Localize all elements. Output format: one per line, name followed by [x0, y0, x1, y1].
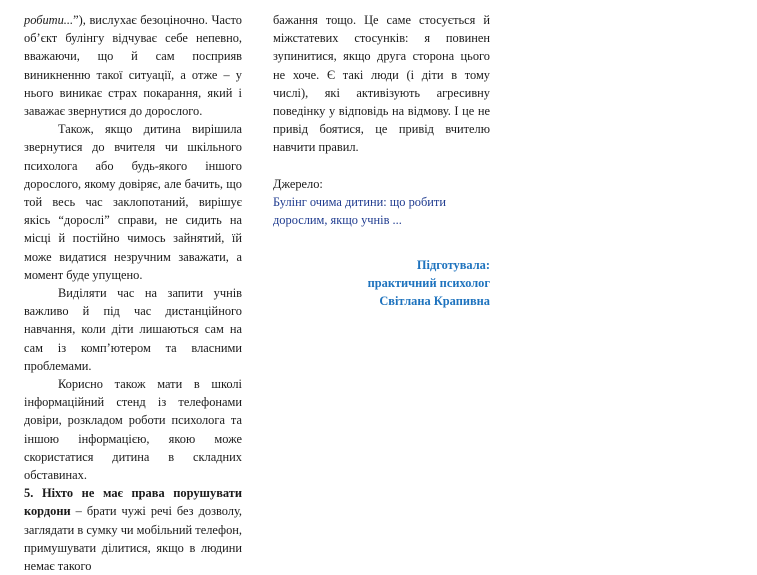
- paragraph-2: Також, якщо дитина вирішила звернутися до вчителя чи шкільного психолога або будь-якого іншого дорослого, якому довіряє, але бачить, що той весь час заклопотаний, вирішує якісь “дорослі” справи, не сидить на місці й постійно чимось зайнятий, їй може видатися незручним заважати, а момент буде упущено.: [24, 122, 242, 282]
- paragraph-continued: бажання тощо. Це саме стосується й міжстатевих стосунків: я повинен зупинитися, якщо друга сторона цього не хоче. Є такі люди (і діти в тому числі), які активізують агресивну поведінку у відповідь на відмову. І це не привід боятися, це привід вчителю навчити правил.: [273, 13, 490, 155]
- paragraph-1-italic: робити...: [24, 13, 74, 27]
- paragraph-3: Виділяти час на запити учнів важливо й під час дистанційного навчання, коли діти лишаються сам на сам із комп’ютером та власними проблемами.: [24, 286, 242, 373]
- paragraph-1-text: ”), вислухає безоціночно. Часто об’єкт булінгу відчуває себе непевно, вважаючи, що й сам посприяв виникненню такої ситуації, а отже – у нього виникає страх покарання, який і заважає звернутися до дорослого.: [24, 13, 242, 119]
- text-column-left: [24, 11, 242, 575]
- prepared-by-label: Підготувала:: [416, 257, 490, 272]
- rule-5-heading: 5. Ніхто не має права порушувати кордони: [24, 486, 242, 519]
- author-position: практичний психолог: [367, 275, 490, 290]
- paragraph-4: Корисно також мати в школі інформаційний стенд із телефонами довіри, розкладом роботи психолога та іншою інформацією, якою може скористатися дитина в складних обставинах.: [24, 377, 242, 483]
- text-column-right: [273, 11, 490, 310]
- paragraph-5-text: – брати чужі речі без дозволу, заглядати в сумку чи мобільний телефон, примушувати ділитися, якщо в людини немає такого: [24, 504, 242, 574]
- source-label: Джерело:: [273, 176, 323, 191]
- paragraph-1: [24, 11, 242, 120]
- source-link[interactable]: Булінг очима дитини: що робити дорослим, якщо учнів ...: [273, 195, 446, 228]
- author-name: Світлана Крапивна: [379, 294, 490, 309]
- paragraph-5: [24, 484, 242, 575]
